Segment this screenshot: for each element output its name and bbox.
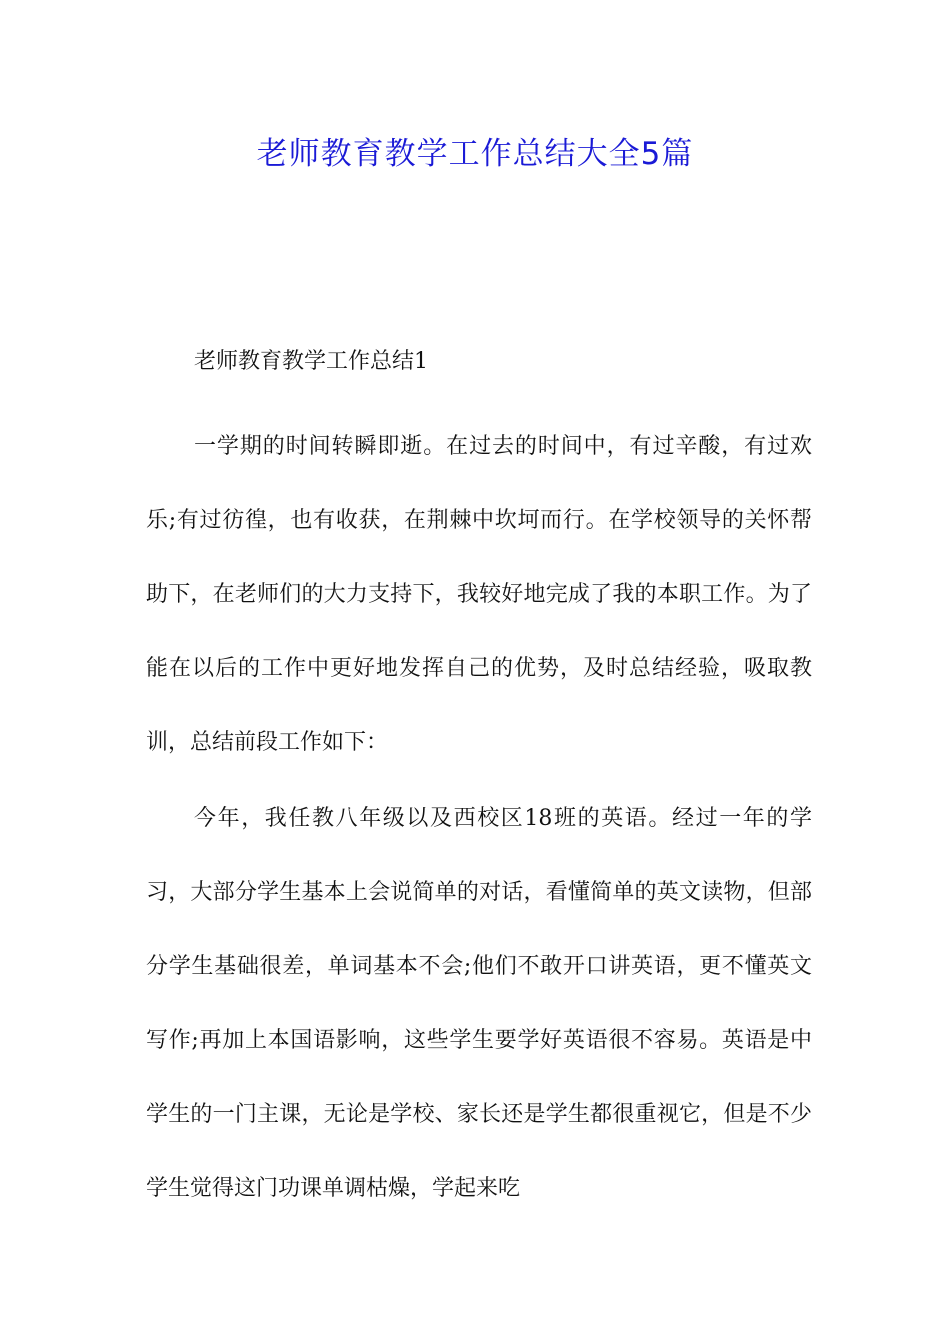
body-paragraph: 一学期的时间转瞬即逝。在过去的时间中，有过辛酸，有过欢乐;有过彷徨，也有收获，在荆棘中坎坷而行。在学校领导的关怀帮助下，在老师们的大力支持下，我较好地完成了我的本职工作。为了能在以后的工作中更好地发挥自己的优势，及时总结经验，吸取教训，总结前段工作如下： (146, 434, 812, 755)
body-paragraph: 今年，我任教八年级以及西校区18班的英语。经过一年的学习，大部分学生基本上会说简单的对话，看懂简单的英文读物，但部分学生基础很差，单词基本不会;他们不敢开口讲英语，更不懂英文写作;再加上本国语影响，这些学生要学好英语很不容易。英语是中学生的一门主课，无论是学校、家长还是学生都很重视它，但是不少学生觉得这门功课单调枯燥，学起来吃 (146, 806, 812, 1201)
section-heading: 老师教育教学工作总结1 (194, 349, 428, 374)
document-title: 老师教育教学工作总结大全5篇 (256, 136, 694, 172)
